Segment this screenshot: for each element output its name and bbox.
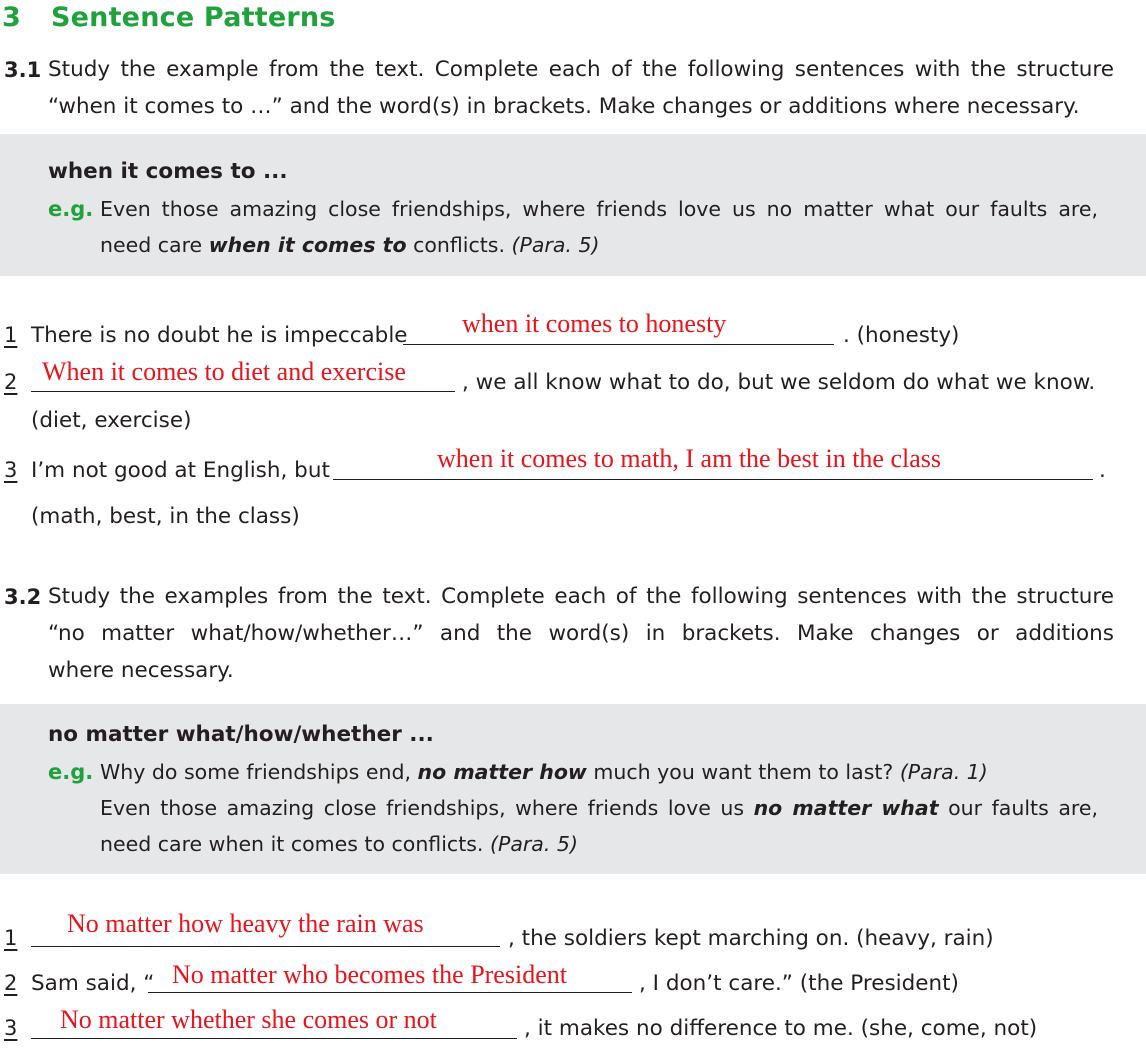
answer-blank[interactable] <box>31 391 455 392</box>
example-emphasis: no matter how <box>417 760 587 784</box>
item-text: , it makes no difference to me. (she, come, not) <box>524 1016 1038 1041</box>
item-text: I’m not good at English, but <box>31 458 330 483</box>
paragraph-reference: (Para. 5) <box>489 832 578 856</box>
paragraph-reference: (Para. 5) <box>511 233 600 257</box>
example-text: need care <box>100 233 209 257</box>
item-number: 2 <box>4 370 18 394</box>
example-line1 <box>100 760 988 784</box>
example-emphasis: when it comes to <box>208 233 407 257</box>
handwritten-answer: when it comes to honesty <box>462 309 727 338</box>
example-line2 <box>100 796 1098 820</box>
item-text: , I don’t care.” (the President) <box>639 971 959 996</box>
example-line2 <box>100 233 600 257</box>
item-number: 3 <box>4 458 18 482</box>
handwritten-answer: When it comes to diet and exercise <box>42 357 406 386</box>
handwritten-answer: No matter whether she comes or not <box>60 1005 437 1034</box>
item-number: 3 <box>4 1016 18 1040</box>
example-text: conflicts. <box>406 233 512 257</box>
example-box-no-matter <box>0 704 1146 874</box>
item-text: . <box>1099 458 1106 483</box>
eg-label: e.g. <box>48 760 94 784</box>
task2-instruction-line1: Study the examples from the text. Complete each of the following sentences with the structure <box>48 584 1114 609</box>
section-title-text: Sentence Patterns <box>51 2 336 33</box>
example-box-when-it-comes-to <box>0 134 1146 276</box>
answer-blank[interactable] <box>31 1038 517 1039</box>
item-hint: (diet, exercise) <box>31 408 192 433</box>
handwritten-answer: No matter how heavy the rain was <box>67 909 424 938</box>
answer-blank[interactable] <box>148 992 632 993</box>
answer-blank[interactable] <box>31 946 500 947</box>
task1-instruction-line1: Study the example from the text. Complete each of the following sentences with the structure <box>48 57 1114 82</box>
item-number: 2 <box>4 971 18 995</box>
item-text: , we all know what to do, but we seldom do what we know. <box>462 370 1096 395</box>
answer-blank[interactable] <box>403 344 834 345</box>
item-text: Sam said, “ <box>31 971 155 996</box>
example-line3 <box>100 832 578 856</box>
example-box-heading: when it comes to ... <box>48 159 288 184</box>
example-text: our faults are, <box>938 796 1098 820</box>
example-text: need care when it comes to conflicts. <box>100 832 490 856</box>
item-number: 1 <box>4 926 18 950</box>
example-box-heading: no matter what/how/whether ... <box>48 722 434 747</box>
section-number: 3 <box>2 2 21 33</box>
paragraph-reference: (Para. 1) <box>899 760 988 784</box>
task2-instruction-line2: “no matter what/how/whether…” and the word(s) in brackets. Make changes or additions <box>48 621 1114 646</box>
task1-instruction-line2: “when it comes to …” and the word(s) in brackets. Make changes or additions where necessary. <box>48 94 1080 119</box>
example-text: Even those amazing close friendships, where friends love us <box>100 796 754 820</box>
example-line1: Even those amazing close friendships, where friends love us no matter what our faults are, <box>100 197 1098 221</box>
section-title <box>2 2 336 33</box>
example-text: Why do some friendships end, <box>100 760 418 784</box>
task-number-3-1: 3.1 <box>4 58 42 82</box>
example-emphasis: no matter what <box>753 796 939 820</box>
handwritten-answer: when it comes to math, I am the best in the class <box>437 444 941 473</box>
example-text: much you want them to last? <box>586 760 900 784</box>
eg-label: e.g. <box>48 197 94 221</box>
task-number-3-2: 3.2 <box>4 585 42 609</box>
item-text: , the soldiers kept marching on. (heavy, rain) <box>508 926 994 951</box>
item-text: . (honesty) <box>843 323 960 348</box>
item-text: There is no doubt he is impeccable <box>31 323 408 348</box>
answer-blank[interactable] <box>333 479 1093 480</box>
item-hint: (math, best, in the class) <box>31 504 300 529</box>
handwritten-answer: No matter who becomes the President <box>172 960 567 989</box>
task2-instruction-line3: where necessary. <box>48 658 234 683</box>
item-number: 1 <box>4 323 18 347</box>
